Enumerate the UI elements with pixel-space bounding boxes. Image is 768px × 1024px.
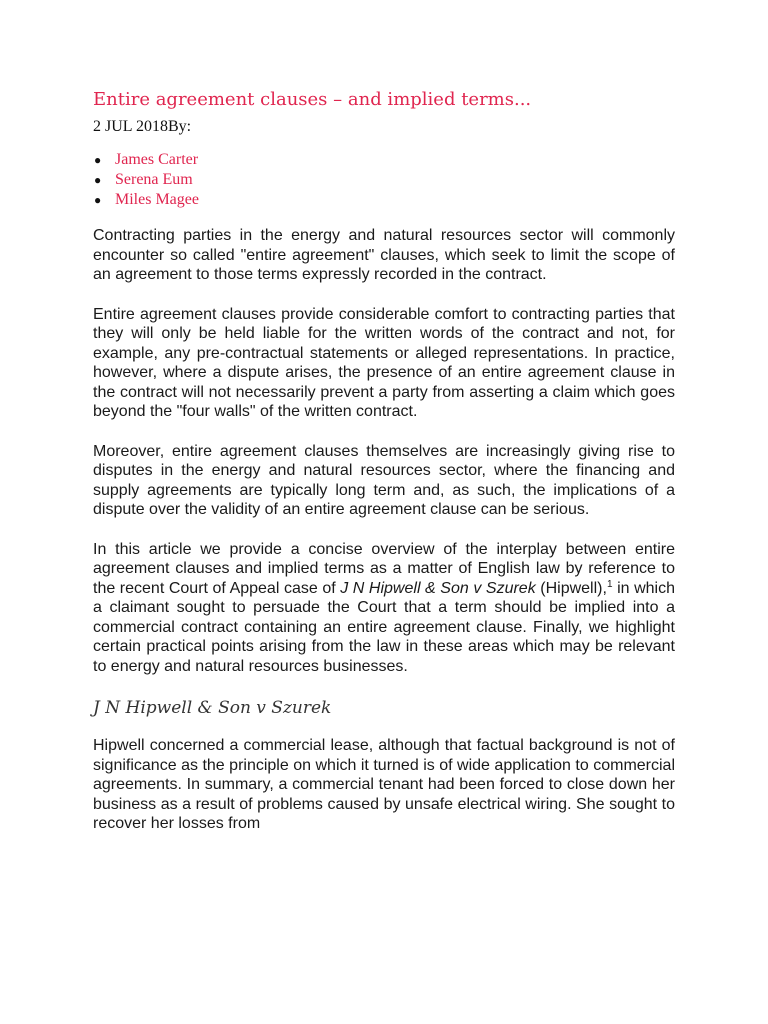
list-item xyxy=(94,150,675,170)
author-link[interactable]: James Carter xyxy=(115,151,199,168)
paragraph-3: Moreover, entire agreement clauses themselves are increasingly giving rise to disputes in the energy and natural resources sector, where the financing and supply agreements are typically long term and, as such, the implications of a dispute over the validity of an entire agreement clause can be serious. xyxy=(93,442,675,518)
case-name: J N Hipwell & Son v Szurek xyxy=(340,579,536,597)
paragraph-2: Entire agreement clauses provide considerable comfort to contracting parties that they will only be held liable for the written words of the contract and not, for example, any pre-contractual statements or alleged representations. In practice, however, where a dispute arises, the presence of an entire agreement clause in the contract will not necessarily prevent a party from asserting a claim which goes beyond the "four walls" of the written contract. xyxy=(93,305,675,420)
section-heading: J N Hipwell & Son v Szurek xyxy=(93,698,332,718)
list-item xyxy=(94,170,675,190)
paragraph-4-text-c: in which a claimant sought to persuade the Court that a term should be implied into a commercial contract containing an entire agreement clause. Finally, we highlight certain practical points arising from the law in these areas which may be relevant to energy and natural resources businesses. xyxy=(93,579,676,675)
article-title: Entire agreement clauses – and implied terms... xyxy=(93,89,532,110)
author-list xyxy=(93,150,675,210)
list-item xyxy=(94,190,675,210)
author-link[interactable]: Miles Magee xyxy=(115,191,199,208)
article xyxy=(93,88,675,854)
paragraph-1: Contracting parties in the energy and natural resources sector will commonly encounter so called "entire agreement" clauses, which seek to limit the scope of an agreement to those terms expressly recorded in the contract. xyxy=(93,227,675,283)
article-dateline: 2 JUL 2018By: xyxy=(93,118,192,135)
paragraph-4-text-b: (Hipwell), xyxy=(535,579,607,597)
bullet-icon: ● xyxy=(94,193,102,207)
paragraph-5: Hipwell concerned a commercial lease, although that factual background is not of significance as the principle on which it turned is of wide application to commercial agreements. In summary, a commercial tenant had been forced to close down her business as a result of problems caused by unsafe electrical wiring. She sought to recover her losses from xyxy=(93,737,675,832)
bullet-icon: ● xyxy=(94,153,102,167)
bullet-icon: ● xyxy=(94,173,102,187)
author-link[interactable]: Serena Eum xyxy=(115,171,193,188)
paragraph-4 xyxy=(93,540,675,677)
footnote-marker[interactable]: 1 xyxy=(606,578,613,590)
paragraph-4-text-a: In this article we provide a concise overview of the interplay between entire agreement clauses and implied terms as a matter of English law by reference to the recent Court of Appeal case of xyxy=(93,540,675,597)
